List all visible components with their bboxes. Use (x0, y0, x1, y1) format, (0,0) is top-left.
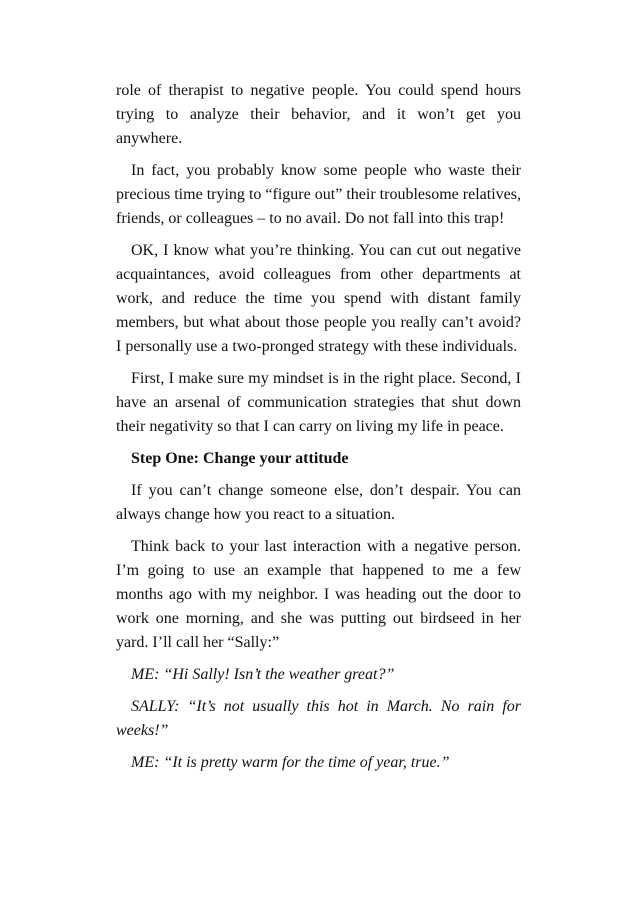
dialogue-line: SALLY: “It’s not usually this hot in March. No rain for weeks!” (116, 698, 521, 739)
paragraph: If you can’t change someone else, don’t despair. You can always change how you react to a situation. (116, 482, 521, 523)
paragraph: In fact, you probably know some people who waste their precious time trying to “figure out” their troublesome relatives, friends, or colleagues – to no avail. Do not fall into this trap! (116, 162, 521, 227)
body-text (116, 79, 521, 783)
paragraph: First, I make sure my mindset is in the right place. Second, I have an arsenal of communication strategies that shut down their negativity so that I can carry on living my life in peace. (116, 370, 521, 435)
dialogue-line: ME: “Hi Sally! Isn’t the weather great?” (131, 666, 395, 683)
dialogue-line: ME: “It is pretty warm for the time of year, true.” (131, 754, 450, 771)
section-heading: Step One: Change your attitude (131, 450, 349, 467)
paragraph: OK, I know what you’re thinking. You can cut out negative acquaintances, avoid colleagues from other departments at work, and reduce the time you spend with distant family members, but what about those people you really can’t avoid? I personally use a two-pronged strategy with these individuals. (116, 242, 521, 355)
paragraph: Think back to your last interaction with a negative person. I’m going to use an example that happened to me a few months ago with my neighbor. I was heading out the door to work one morning, and she was putting out birdseed in her yard. I’ll call her “Sally:” (116, 538, 521, 651)
paragraph-continuation: role of therapist to negative people. You could spend hours trying to analyze their behavior, and it won’t get you anywhere. (116, 82, 521, 147)
